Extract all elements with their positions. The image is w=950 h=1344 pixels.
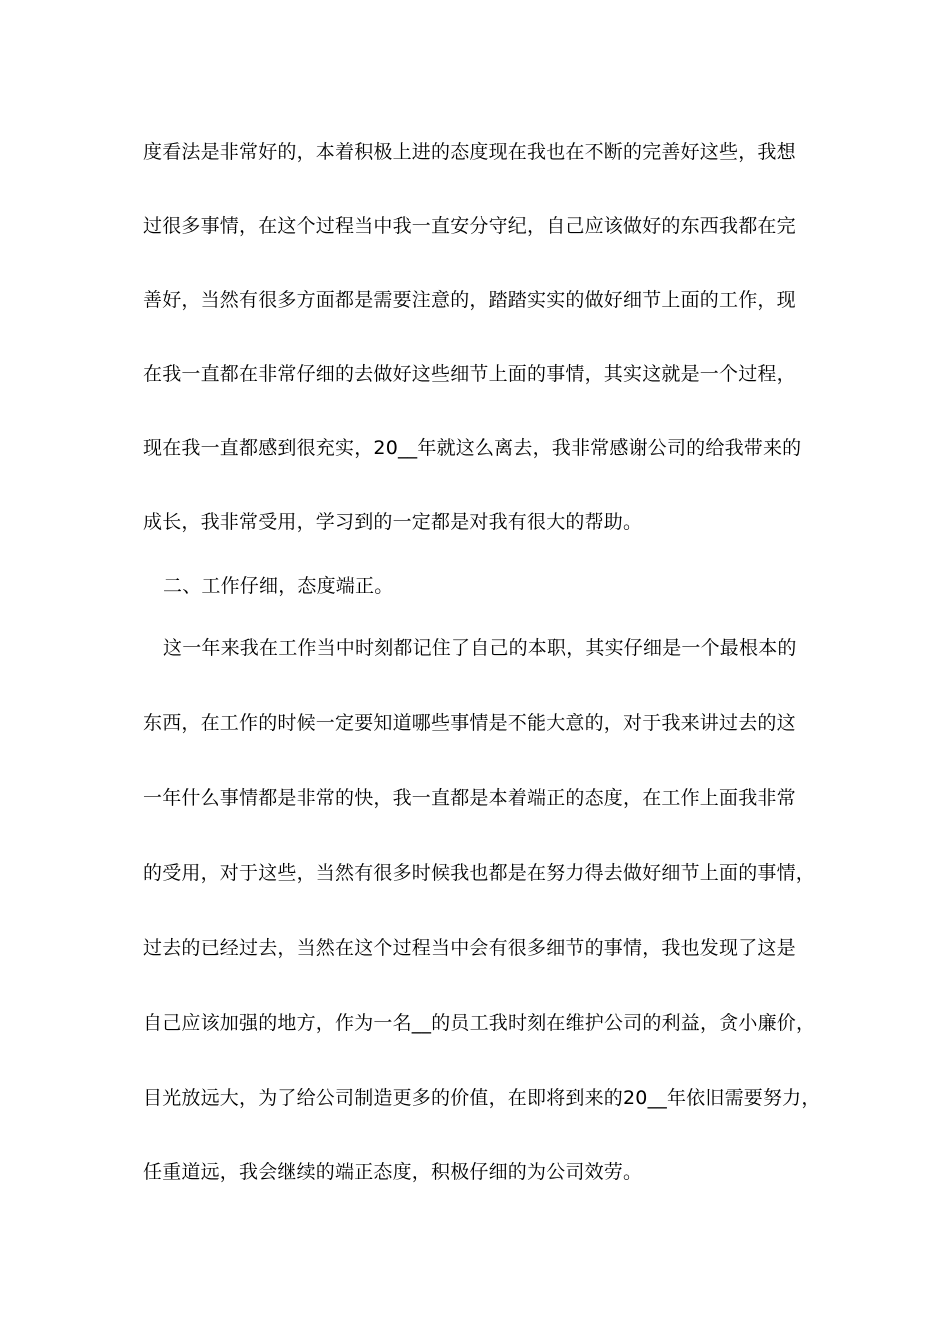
paragraph-line-1: 度看法是非常好的，本着积极上进的态度现在我也在不断的完善好这些，我想 [143,141,796,163]
paragraph-line-14: 任重道远，我会继续的端正态度，积极仔细的为公司效劳。 [143,1161,643,1183]
paragraph-line-6: 成长，我非常受用，学习到的一定都是对我有很大的帮助。 [143,511,643,533]
paragraph-line-13: 目光放远大，为了给公司制造更多的价值，在即将到来的20__年依旧需要努力， [143,1087,821,1109]
paragraph-line-10: 的受用，对于这些，当然有很多时候我也都是在努力得去做好细节上面的事情， [143,862,816,884]
paragraph-line-4: 在我一直都在非常仔细的去做好这些细节上面的事情，其实这就是一个过程， [143,363,796,385]
paragraph-line-7: 这一年来我在工作当中时刻都记住了自己的本职，其实仔细是一个最根本的 [163,637,797,659]
paragraph-line-8: 东西，在工作的时候一定要知道哪些事情是不能大意的，对于我来讲过去的这 [143,712,796,734]
paragraph-line-12: 自己应该加强的地方，作为一名__的员工我时刻在维护公司的利益，贪小廉价， [143,1012,816,1034]
paragraph-line-2: 过很多事情，在这个过程当中我一直安分守纪，自己应该做好的东西我都在完 [143,215,796,237]
paragraph-line-9: 一年什么事情都是非常的快，我一直都是本着端正的态度，在工作上面我非常 [143,787,796,809]
paragraph-line-11: 过去的已经过去，当然在这个过程当中会有很多细节的事情，我也发现了这是 [143,937,796,959]
paragraph-line-3: 善好，当然有很多方面都是需要注意的，踏踏实实的做好细节上面的工作，现 [143,289,796,311]
section-heading: 二、工作仔细，态度端正。 [163,575,394,597]
paragraph-line-5: 现在我一直都感到很充实，20__年就这么离去，我非常感谢公司的给我带来的 [143,437,802,459]
